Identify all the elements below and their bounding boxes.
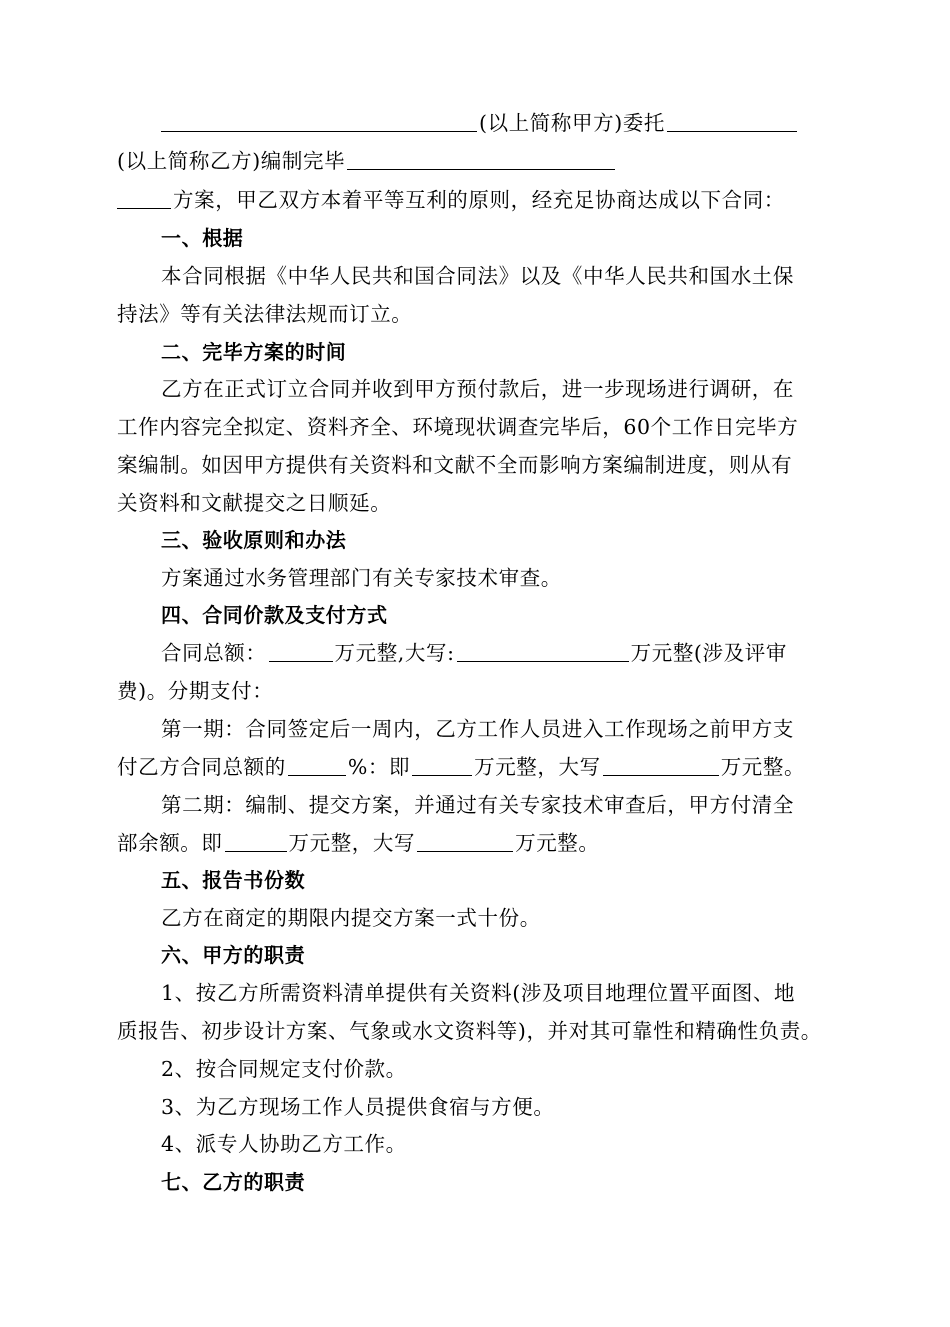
section-1-para-line: 本合同根据《中华人民共和国合同法》以及《中华人民共和国水土保 (161, 264, 794, 288)
intro-line-1 (161, 104, 799, 142)
phase2-amount-words-blank[interactable] (417, 827, 513, 852)
phase1-percent-text: %：即 (347, 755, 411, 779)
section-2-para-line: 工作内容完全拟定、资料齐全、环境现状调查完毕后，60个工作日完毕方 (117, 415, 799, 439)
phase2-end-text: 万元整。 (515, 831, 600, 855)
section-7-title: 七、乙方的职责 (161, 1170, 306, 1194)
section-3-para-line: 方案通过水务管理部门有关专家技术审查。 (161, 566, 562, 590)
party-a-blank[interactable] (161, 107, 477, 132)
section-1-para-line: 持法》等有关法律法规而订立。 (117, 302, 413, 326)
phase1-percent-blank[interactable] (288, 751, 346, 776)
section-6-item: 质报告、初步设计方案、气象或水文资料等)，并对其可靠性和精确性负责。 (117, 1019, 822, 1043)
section-2-title: 二、完毕方案的时间 (161, 340, 347, 364)
section-2-para-line: 案编制。如因甲方提供有关资料和文献不全而影响方案编制进度，则从有 (117, 453, 793, 477)
phase1-amount-words-blank[interactable] (603, 751, 719, 776)
party-b-name-blank[interactable] (667, 107, 797, 132)
section-6-item: 2、按合同规定支付价款。 (161, 1057, 407, 1081)
section-4-para-line: 费)。分期支付： (117, 679, 274, 703)
intro-text-agreement: 方案，甲乙双方本着平等互利的原则，经充足协商达成以下合同： (173, 188, 785, 212)
phase1-amount-text: 万元整，大写 (474, 755, 601, 779)
section-4-phase2-line (117, 824, 600, 862)
intro-line-2 (117, 142, 617, 180)
phase1-end-text: 万元整。 (720, 755, 806, 779)
plan-name-blank[interactable] (117, 184, 171, 209)
total-unit-text: 万元整,大写: (334, 641, 455, 665)
intro-text-party-b: (以上简称乙方)编制完毕 (117, 149, 346, 173)
phase2-amount-text: 万元整，大写 (288, 831, 416, 855)
phase1-percent-label: 付乙方合同总额的 (117, 755, 286, 779)
project-name-blank[interactable] (347, 145, 615, 170)
section-5-title: 五、报告书份数 (161, 868, 306, 892)
section-4-total-line (161, 634, 787, 672)
section-6-item: 3、为乙方现场工作人员提供食宿与方便。 (161, 1095, 555, 1119)
section-6-title: 六、甲方的职责 (161, 943, 306, 967)
phase2-label: 部余额。即 (117, 831, 223, 855)
section-3-title: 三、验收原则和办法 (161, 528, 347, 552)
total-label: 合同总额： (161, 641, 267, 665)
section-2-para-line: 关资料和文献提交之日顺延。 (117, 491, 392, 515)
section-6-item: 4、派专人协助乙方工作。 (161, 1132, 407, 1156)
total-amount-words-blank[interactable] (457, 637, 629, 662)
section-2-para-line: 乙方在正式订立合同并收到甲方预付款后，进一步现场进行调研，在 (161, 377, 794, 401)
section-6-item: 1、按乙方所需资料清单提供有关资料(涉及项目地理位置平面图、地 (161, 981, 796, 1005)
phase2-amount-blank[interactable] (225, 827, 287, 852)
section-1-title: 一、根据 (161, 226, 244, 250)
section-5-para-line: 乙方在商定的期限内提交方案一式十份。 (161, 906, 541, 930)
section-4-title: 四、合同价款及支付方式 (161, 603, 388, 627)
phase1-amount-blank[interactable] (412, 751, 472, 776)
section-4-phase1-line (117, 748, 805, 786)
section-4-para-line: 第一期：合同签定后一周内，乙方工作人员进入工作现场之前甲方支 (161, 717, 794, 741)
section-4-para-line: 第二期：编制、提交方案，并通过有关专家技术审查后，甲方付清全 (161, 793, 794, 817)
intro-line-3 (117, 181, 785, 219)
total-note-text: 万元整(涉及评审 (630, 641, 787, 665)
total-amount-blank[interactable] (269, 637, 333, 662)
intro-text-party-a: (以上简称甲方)委托 (479, 111, 665, 135)
